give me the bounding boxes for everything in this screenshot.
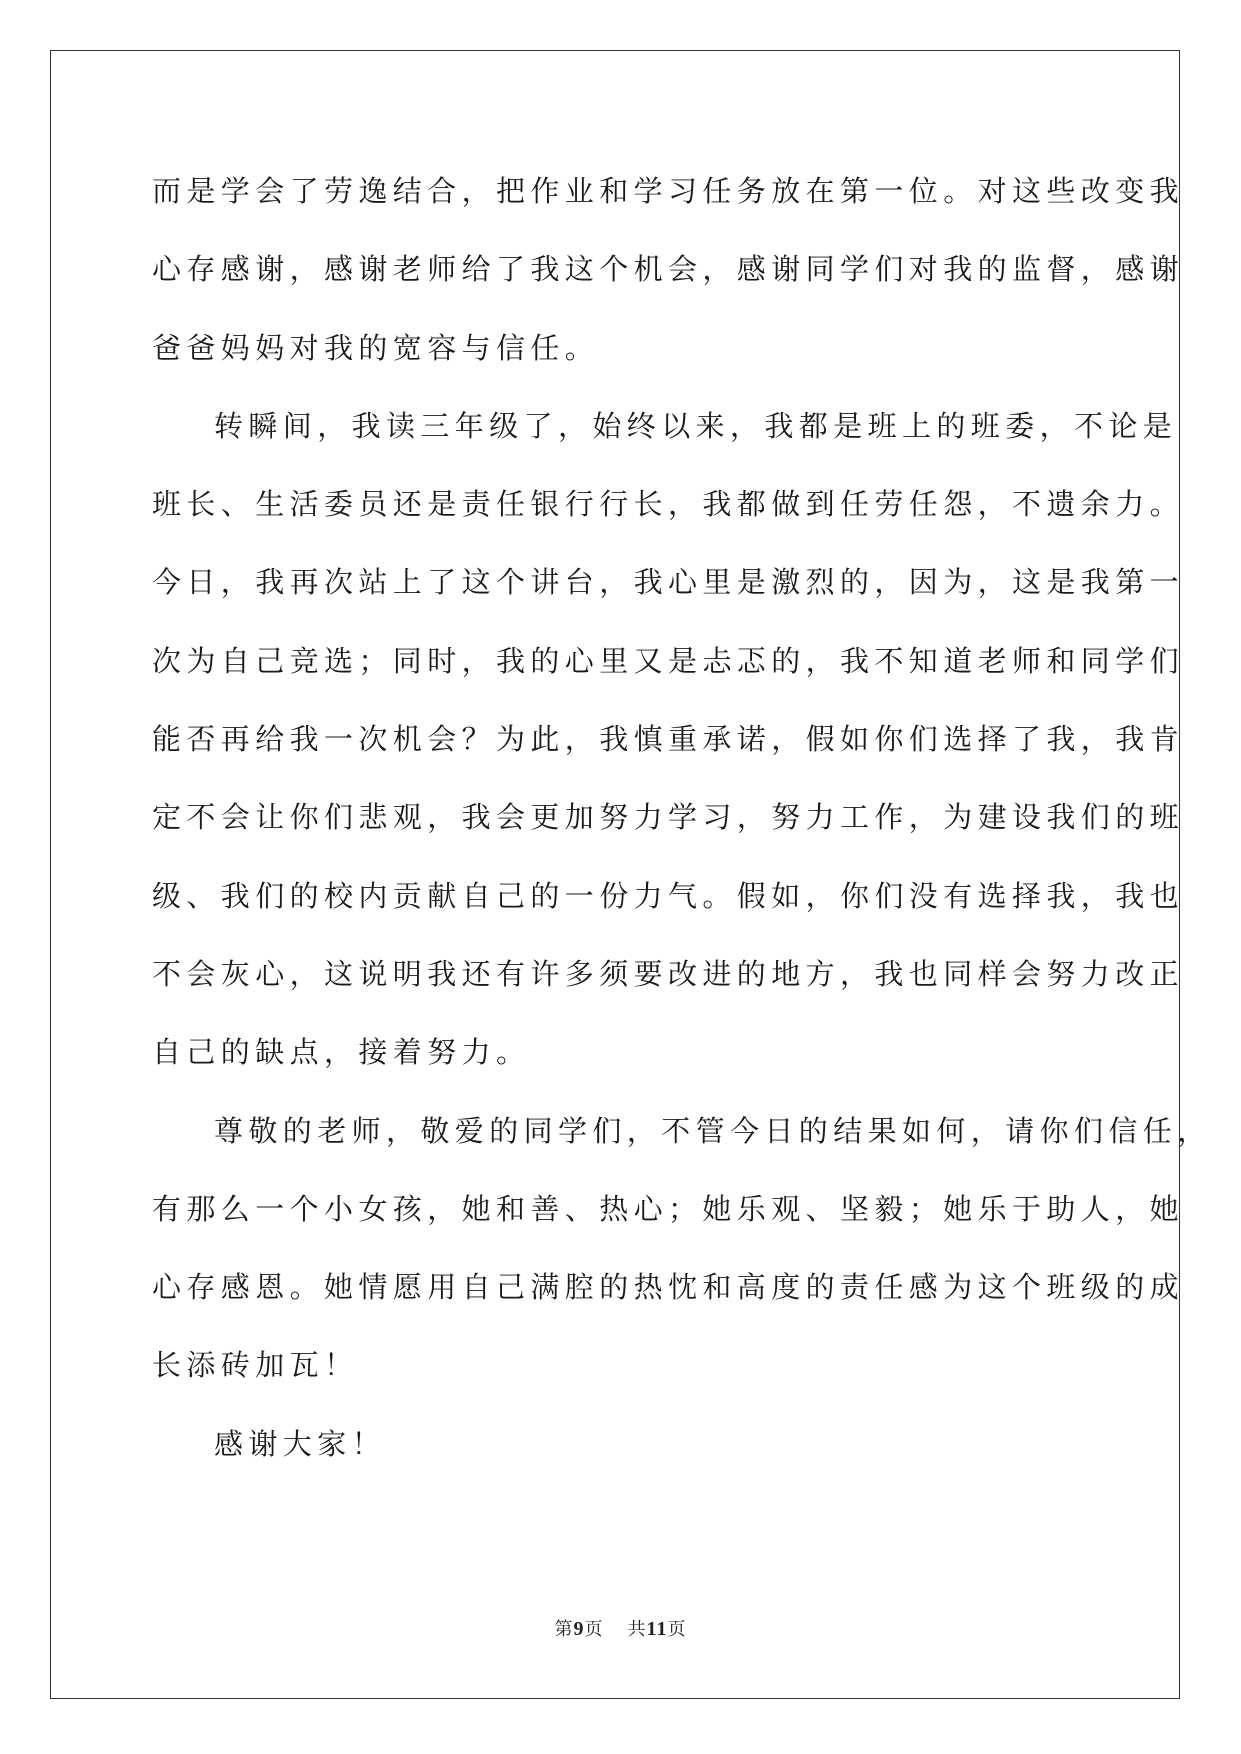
total-prefix: 共 bbox=[627, 1619, 647, 1640]
text-line: 自己的缺点，接着努力。 bbox=[152, 1035, 531, 1070]
page-unit: 页 bbox=[584, 1619, 604, 1640]
page-prefix: 第 bbox=[554, 1619, 574, 1640]
text-line: 心存感谢，感谢老师给了我这个机会，感谢同学们对我的监督，感谢 bbox=[152, 252, 1185, 287]
page-footer bbox=[0, 1615, 1241, 1641]
text-line: 定不会让你们悲观，我会更加努力学习，努力工作，为建设我们的班 bbox=[152, 800, 1185, 835]
page-current-number: 9 bbox=[573, 1618, 585, 1640]
text-line: 爸爸妈妈对我的宽容与信任。 bbox=[152, 330, 600, 365]
text-line: 而是学会了劳逸结合，把作业和学习任务放在第一位。对这些改变我 bbox=[152, 174, 1185, 208]
text-line: 不会灰心，这说明我还有许多须要改进的地方，我也同样会努力改正 bbox=[152, 956, 1185, 991]
total-unit: 页 bbox=[667, 1619, 687, 1640]
text-line: 能否再给我一次机会？为此，我慎重承诺，假如你们选择了我，我肯 bbox=[152, 722, 1185, 757]
paragraph-start-line: 尊敬的老师，敬爱的同学们，不管今日的结果如何，请你们信任， bbox=[214, 1113, 1212, 1148]
closing-line: 感谢大家！ bbox=[214, 1426, 387, 1461]
text-line: 次为自己竞选；同时，我的心里又是忐忑的，我不知道老师和同学们 bbox=[152, 643, 1185, 678]
text-line: 今日，我再次站上了这个讲台，我心里是激烈的，因为，这是我第一 bbox=[152, 565, 1185, 600]
page-total-number: 11 bbox=[646, 1618, 668, 1640]
text-line: 有那么一个小女孩，她和善、热心；她乐观、坚毅；她乐于助人，她 bbox=[152, 1191, 1185, 1226]
document-body bbox=[152, 152, 1212, 1483]
text-line: 长添砖加瓦！ bbox=[152, 1348, 359, 1383]
text-line: 心存感恩。她情愿用自己满腔的热忱和高度的责任感为这个班级的成 bbox=[152, 1270, 1185, 1305]
text-line: 级、我们的校内贡献自己的一份力气。假如，你们没有选择我，我也 bbox=[152, 878, 1185, 913]
text-line: 班长、生活委员还是责任银行行长，我都做到任劳任怨，不遗余力。 bbox=[152, 487, 1185, 522]
paragraph-start-line: 转瞬间，我读三年级了，始终以来，我都是班上的班委，不论是 bbox=[214, 408, 1178, 443]
